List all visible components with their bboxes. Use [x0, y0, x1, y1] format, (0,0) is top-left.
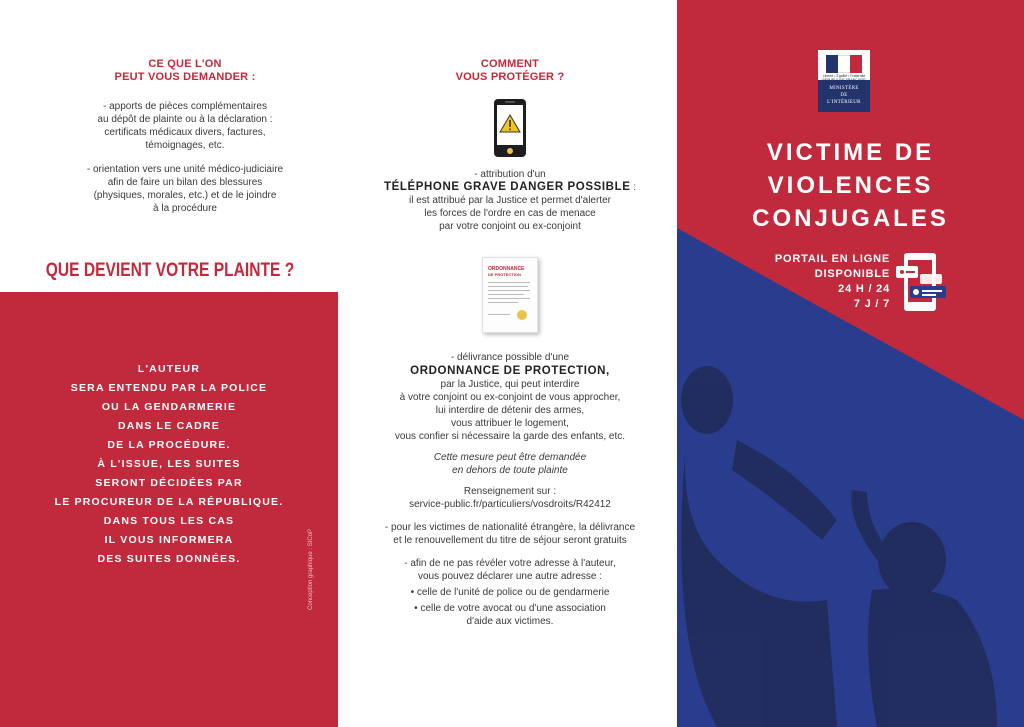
order-line3: par la Justice, qui peut interdire: [440, 379, 580, 390]
order-line7: vous confier si nécessaire la garde des enfants, etc.: [394, 431, 626, 442]
cover-title-line2: VIOLENCES: [767, 172, 934, 199]
portal-line4: 7 J / 7: [853, 298, 890, 310]
italic-line2: en dehors de toute plainte: [452, 465, 568, 476]
plainte-title: QUE DEVIENT VOTRE PLAINTE ?: [45, 260, 295, 281]
foreign-line2: et le renouvellement du titre de séjour seront gratuits: [393, 535, 627, 546]
info-link[interactable]: service-public.fr/particuliers/vosdroits/R42412: [409, 499, 611, 510]
logo-line1: MINISTÈRE: [829, 86, 859, 91]
logo-line3: L'INTÉRIEUR: [827, 100, 861, 105]
phone-line1: - attribution d'un: [474, 169, 546, 180]
phone-line4: les forces de l'ordre en cas de menace: [424, 208, 596, 219]
demander-heading-line1: CE QUE L'ON: [148, 58, 222, 70]
order-line5: lui interdire de détenir des armes,: [435, 405, 585, 416]
plainte-line: OU LA GENDARMERIE: [101, 401, 237, 413]
address-line1: - afin de ne pas révéler votre adresse à l'auteur,: [404, 558, 616, 569]
order-line6: vous attribuer le logement,: [451, 418, 569, 429]
doc-icon-title2: DE PROTECTION: [488, 272, 521, 277]
info-line1: Renseignement sur :: [463, 486, 557, 497]
address-line2: vous pouvez déclarer une autre adresse :: [418, 571, 602, 582]
phone-line3: il est attribué par la Justice et permet d'alerter: [408, 195, 611, 206]
cover-title: [677, 136, 1024, 235]
plainte-line: SERONT DÉCIDÉES PAR: [95, 477, 243, 489]
plainte-line: À L'ISSUE, LES SUITES: [97, 458, 241, 470]
portal-line1: PORTAIL EN LIGNE: [774, 253, 890, 265]
plainte-line: SERA ENTENDU PAR LA POLICE: [70, 382, 268, 394]
proteger-section: [350, 58, 670, 628]
ministry-logo: [818, 50, 870, 112]
plainte-line: DES SUITES DONNÉES.: [97, 553, 241, 565]
demander-section: [40, 58, 330, 215]
proteger-heading-line2: VOUS PROTÉGER ?: [455, 71, 565, 83]
order-line1: - délivrance possible d'une: [450, 352, 570, 363]
plainte-line: L'AUTEUR: [137, 363, 201, 375]
phone-warning-icon: [492, 98, 528, 158]
proteger-heading-line1: COMMENT: [480, 58, 540, 70]
doc-icon-title1: ORDONNANCE: [488, 266, 525, 272]
ordonnance-document-icon: [482, 257, 538, 333]
demander-item1-line1: - apports de pièces complémentaires: [103, 101, 267, 112]
plainte-line: LE PROCUREUR DE LA RÉPUBLIQUE.: [54, 496, 284, 508]
plainte-line: DE LA PROCÉDURE.: [107, 439, 231, 451]
phone-strong: TÉLÉPHONE GRAVE DANGER POSSIBLE: [383, 181, 631, 193]
phone-colon: :: [630, 182, 637, 193]
demander-item1-line3: certificats médicaux divers, factures,: [104, 127, 266, 138]
plainte-line: IL VOUS INFORMERA: [104, 534, 234, 546]
plainte-line: DANS LE CADRE: [118, 420, 220, 432]
address-bullet2-line2: d'aide aux victimes.: [466, 616, 554, 627]
address-bullet1: • celle de l'unité de police ou de gendarmerie: [410, 587, 610, 598]
address-bullet2-line1: • celle de votre avocat ou d'une association: [414, 603, 606, 614]
chat-phone-icon: [896, 252, 950, 314]
portal-line2: DISPONIBLE: [814, 268, 890, 280]
portal-text: [760, 252, 890, 312]
portal-line3: 24 H / 24: [838, 283, 890, 295]
logo-flag-text: Liberté • Égalité • Fraternité: [822, 74, 866, 78]
italic-line1: Cette mesure peut être demandée: [433, 452, 587, 463]
phone-line5: par votre conjoint ou ex-conjoint: [439, 221, 581, 232]
design-credit: Conception graphique : SICoP: [308, 528, 314, 610]
demander-item2-line1: - orientation vers une unité médico-judiciaire: [86, 164, 284, 175]
demander-heading-line2: PEUT VOUS DEMANDER :: [114, 71, 256, 83]
cover-title-line1: VICTIME DE: [766, 139, 935, 166]
demander-item1-line4: témoignages, etc.: [145, 140, 225, 151]
cover-title-line3: CONJUGALES: [752, 205, 949, 232]
plainte-text: [0, 360, 338, 569]
demander-item1-line2: au dépôt de plainte ou à la déclaration :: [97, 114, 273, 125]
foreign-line1: - pour les victimes de nationalité étrangère, la délivrance: [384, 522, 636, 533]
demander-item2-line2: afin de faire un bilan des blessures: [107, 177, 263, 188]
order-strong: ORDONNANCE DE PROTECTION,: [410, 365, 610, 377]
demander-item2-line4: à la procédure: [153, 203, 217, 214]
plainte-line: DANS TOUS LES CAS: [103, 515, 235, 527]
order-line4: à votre conjoint ou ex-conjoint de vous approcher,: [399, 392, 621, 403]
logo-line2: DE: [840, 93, 848, 98]
demander-item2-line3: (physiques, morales, etc.) et de le joindre: [93, 190, 277, 201]
